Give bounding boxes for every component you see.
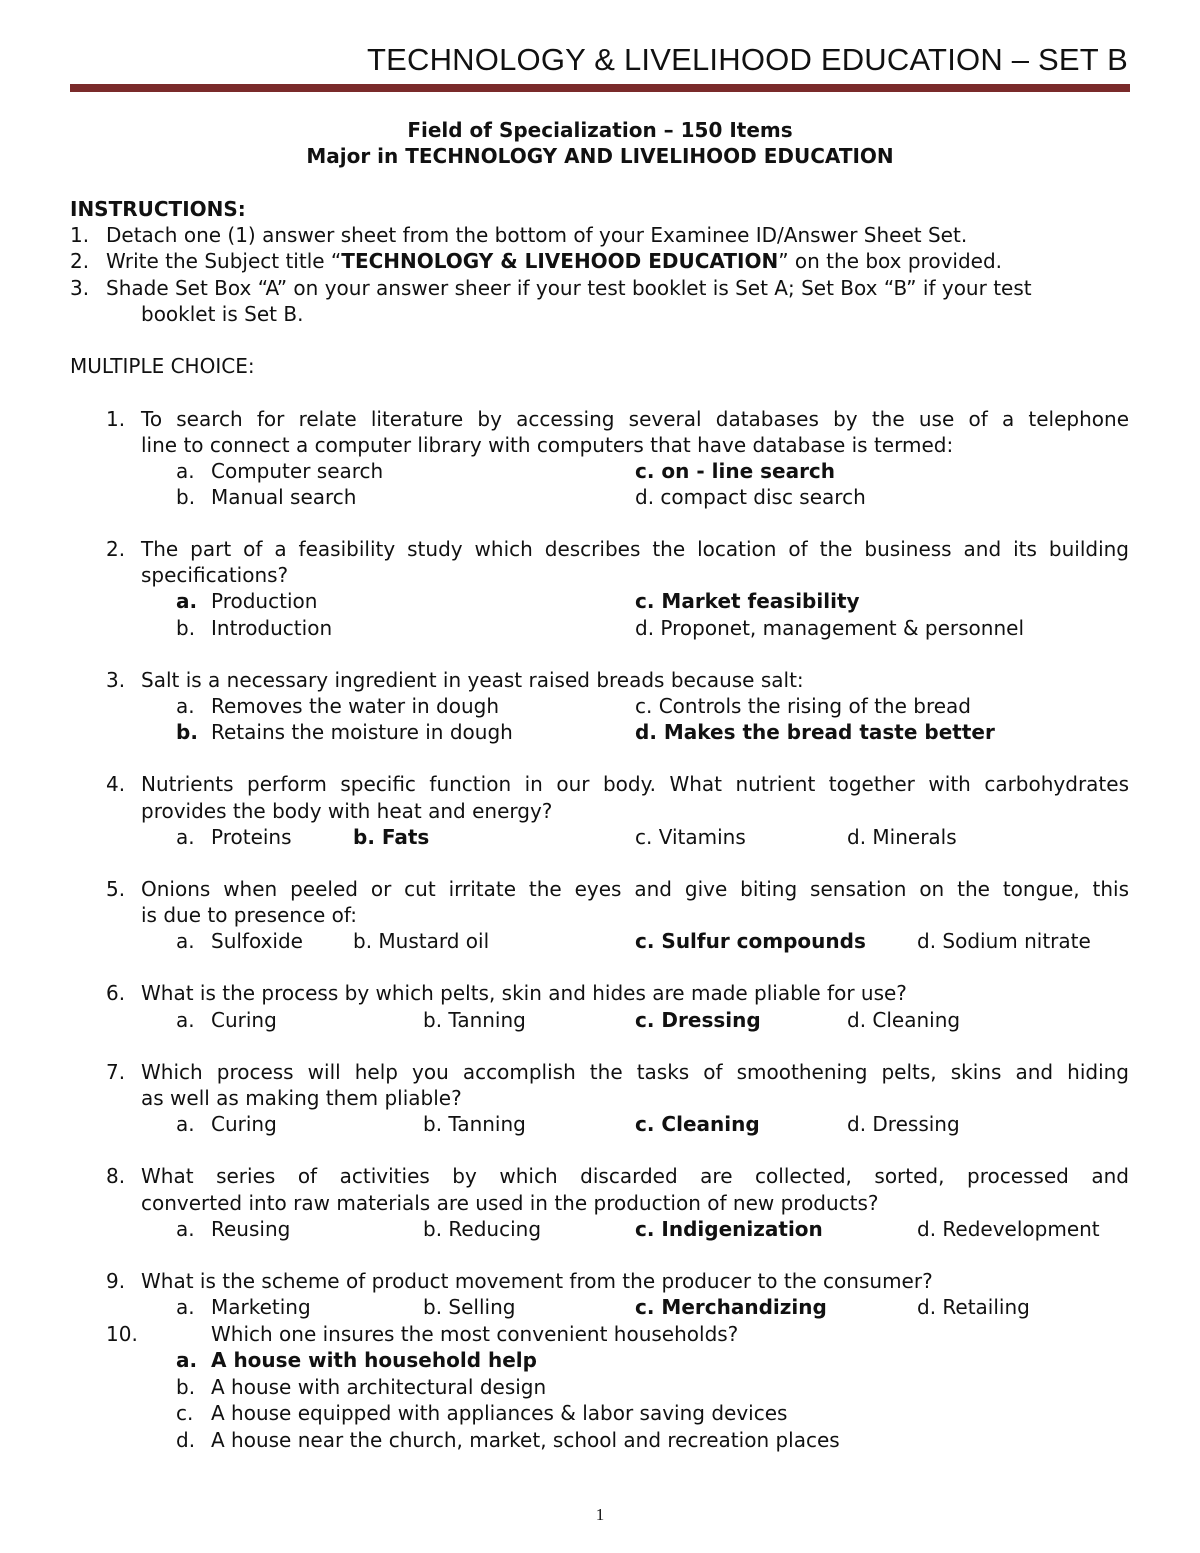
instruction-2-subject: TECHNOLOGY & LIVEHOOD EDUCATION xyxy=(341,249,779,273)
option-letter: a. xyxy=(176,1217,195,1241)
option-letter: a. xyxy=(176,1008,195,1032)
title-line-1: Field of Specialization – 150 Items xyxy=(407,118,793,142)
option-answer: c. Cleaning xyxy=(635,1112,760,1136)
option-answer xyxy=(635,458,835,484)
question-text: The part of a feasibility study which describes the location of the business and its building xyxy=(141,537,1129,561)
option-letter: c. xyxy=(176,1401,194,1425)
option-text: A house equipped with appliances & labor saving devices xyxy=(211,1401,788,1425)
question-number: 9. xyxy=(106,1269,126,1293)
question-text: Salt is a necessary ingredient in yeast raised breads because salt: xyxy=(141,668,804,692)
instruction-3-line-1: Shade Set Box “A” on your answer sheer if your test booklet is Set A; Set Box “B” if your test xyxy=(106,276,1032,300)
question-number: 3. xyxy=(106,668,126,692)
question-number: 8. xyxy=(106,1164,126,1188)
question-text: as well as making them pliable? xyxy=(141,1086,462,1110)
option-letter: b. xyxy=(176,1375,196,1399)
question-text: specifications? xyxy=(141,563,289,587)
instruction-2-part: ” on the box provided. xyxy=(778,249,1003,273)
page-header-title: TECHNOLOGY & LIVELIHOOD EDUCATION – SET B xyxy=(367,42,1128,77)
option: b. Tanning xyxy=(423,1008,526,1032)
option-answer: c. Indigenization xyxy=(635,1217,823,1241)
option-letter: a. xyxy=(176,1295,195,1319)
question-text: line to connect a computer library with computers that have database is termed: xyxy=(141,433,954,457)
option-text: A house with architectural design xyxy=(211,1375,547,1399)
option-text: Introduction xyxy=(211,616,333,640)
option-text: Computer search xyxy=(211,459,384,483)
instruction-2 xyxy=(106,248,1002,274)
option: d. Sodium nitrate xyxy=(917,929,1091,953)
option-answer: b. Fats xyxy=(353,825,430,849)
option xyxy=(635,484,866,510)
option-letter: a. xyxy=(176,1348,198,1372)
question-text: To search for relate literature by accessing several databases by the use of a telephone xyxy=(141,407,1129,431)
question-text: provides the body with heat and energy? xyxy=(141,799,553,823)
option-answer xyxy=(635,719,995,745)
option: b. Selling xyxy=(423,1295,516,1319)
option-letter: a. xyxy=(176,694,195,718)
instruction-3-line-2: booklet is Set B. xyxy=(141,302,304,326)
option: d. Dressing xyxy=(847,1112,960,1136)
option-text: Sulfoxide xyxy=(211,929,303,953)
option-letter: a. xyxy=(176,929,195,953)
option-text: Manual search xyxy=(211,485,357,509)
option-answer xyxy=(635,588,860,614)
question-number: 1. xyxy=(106,407,126,431)
question-number: 5. xyxy=(106,877,126,901)
option-letter: d. xyxy=(635,485,655,509)
option: b. Reducing xyxy=(423,1217,542,1241)
option-letter: a. xyxy=(176,825,195,849)
option-text: Curing xyxy=(211,1008,277,1032)
question-number: 10. xyxy=(106,1322,138,1346)
option-text: compact disc search xyxy=(660,485,866,509)
question-text: Which process will help you accomplish the tasks of smoothening pelts, skins and hiding xyxy=(141,1060,1129,1084)
option-text: Curing xyxy=(211,1112,277,1136)
option xyxy=(635,693,971,719)
option-letter: c. xyxy=(635,459,655,483)
option-text: Controls the rising of the bread xyxy=(658,694,972,718)
option: d. Cleaning xyxy=(847,1008,961,1032)
option-answer: c. Merchandizing xyxy=(635,1295,827,1319)
option-text: on - line search xyxy=(661,459,836,483)
option-letter: a. xyxy=(176,1112,195,1136)
option-text: Retains the moisture in dough xyxy=(211,720,513,744)
option-letter: a. xyxy=(176,459,195,483)
option: b. Tanning xyxy=(423,1112,526,1136)
option-letter: d. xyxy=(176,1428,196,1452)
title-line-2: Major in TECHNOLOGY AND LIVELIHOOD EDUCATION xyxy=(306,144,894,168)
instruction-number: 2. xyxy=(70,249,90,273)
option: c. Vitamins xyxy=(635,825,746,849)
section-heading: MULTIPLE CHOICE: xyxy=(70,354,255,378)
option-text: Reusing xyxy=(211,1217,291,1241)
option-text: A house near the church, market, school and recreation places xyxy=(211,1428,840,1452)
question-text: converted into raw materials are used in the production of new products? xyxy=(141,1191,879,1215)
option-letter: d. xyxy=(635,616,655,640)
instruction-1: Detach one (1) answer sheet from the bottom of your Examinee ID/Answer Sheet Set. xyxy=(106,223,968,247)
question-text: What series of activities by which discarded are collected, sorted, processed and xyxy=(141,1164,1129,1188)
option-letter: b. xyxy=(176,616,196,640)
option-letter: b. xyxy=(176,485,196,509)
option-answer: A house with household help xyxy=(211,1348,537,1372)
option-text: Makes the bread taste better xyxy=(663,720,995,744)
option-letter: c. xyxy=(635,589,655,613)
question-text: What is the scheme of product movement from the producer to the consumer? xyxy=(141,1269,933,1293)
option xyxy=(635,615,1024,641)
question-text: Onions when peeled or cut irritate the eyes and give biting sensation on the tongue, this xyxy=(141,877,1129,901)
option-text: Production xyxy=(211,589,318,613)
instructions-heading: INSTRUCTIONS: xyxy=(70,197,246,221)
page-number: 1 xyxy=(595,1505,605,1524)
header-rule xyxy=(70,84,1130,92)
question-text: is due to presence of: xyxy=(141,903,357,927)
question-number: 2. xyxy=(106,537,126,561)
instruction-number: 1. xyxy=(70,223,90,247)
option: d. Retailing xyxy=(917,1295,1030,1319)
option-text: Marketing xyxy=(211,1295,311,1319)
question-number: 6. xyxy=(106,981,126,1005)
option-letter: a. xyxy=(176,589,198,613)
question-text: Which one insures the most convenient households? xyxy=(211,1322,739,1346)
question-text: What is the process by which pelts, skin and hides are made pliable for use? xyxy=(141,981,907,1005)
question-number: 7. xyxy=(106,1060,126,1084)
instruction-2-part: Write the Subject title “ xyxy=(106,249,342,273)
option: d. Redevelopment xyxy=(917,1217,1100,1241)
option-text: Market feasibility xyxy=(661,589,860,613)
question-number: 4. xyxy=(106,772,126,796)
option-answer: c. Dressing xyxy=(635,1008,761,1032)
instruction-number: 3. xyxy=(70,276,90,300)
option: b. Mustard oil xyxy=(353,929,490,953)
option: d. Minerals xyxy=(847,825,957,849)
option-text: Proteins xyxy=(211,825,292,849)
question-text: Nutrients perform specific function in our body. What nutrient together with carbohydrates xyxy=(141,772,1129,796)
option-letter: d. xyxy=(635,720,657,744)
option-text: Removes the water in dough xyxy=(211,694,500,718)
option-answer: c. Sulfur compounds xyxy=(635,929,866,953)
option-letter: c. xyxy=(635,694,653,718)
option-letter: b. xyxy=(176,720,198,744)
option-text: Proponet, management & personnel xyxy=(660,616,1024,640)
